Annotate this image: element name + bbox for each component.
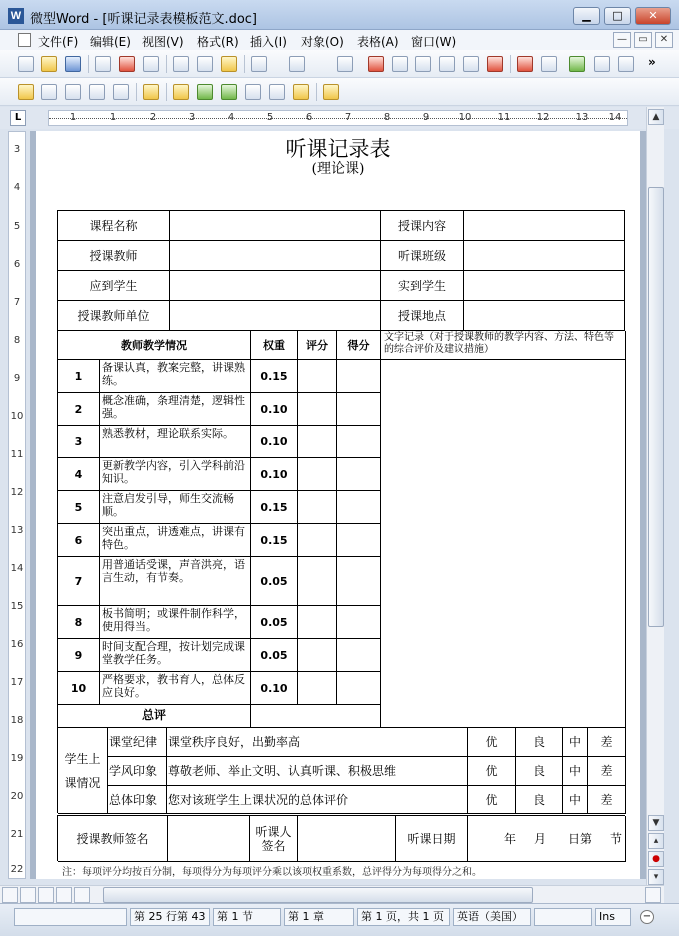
criterion-number: 4 — [58, 458, 100, 491]
close-button[interactable]: ✕ — [635, 7, 671, 25]
scroll-left-icon[interactable] — [74, 887, 90, 903]
student-item-label: 学风印象 — [108, 757, 167, 786]
student-item-label: 总体印象 — [108, 786, 167, 814]
ruler-number: 8 — [383, 112, 391, 123]
criterion-number: 3 — [58, 426, 100, 458]
pdf-icon[interactable] — [119, 56, 135, 72]
ruler-number: 10 — [10, 411, 24, 422]
criterion-score[interactable] — [337, 557, 381, 606]
grade-option[interactable]: 优 — [468, 786, 516, 814]
vertical-scroll-thumb[interactable] — [648, 187, 664, 627]
criterion-rating[interactable] — [298, 639, 337, 672]
criterion-score[interactable] — [337, 672, 381, 705]
total-value[interactable] — [251, 703, 381, 728]
menu-bar — [0, 30, 679, 50]
ruler-number: 11 — [10, 449, 24, 460]
criterion-number: 10 — [58, 672, 100, 705]
year-label: 年 — [504, 832, 517, 846]
criterion-rating[interactable] — [298, 557, 337, 606]
zoom-out-icon[interactable]: − — [640, 910, 654, 924]
ruler-number: 13 — [10, 525, 24, 536]
insert-icon[interactable] — [18, 84, 34, 100]
criterion-rating[interactable] — [298, 672, 337, 705]
document-icon[interactable] — [18, 33, 31, 47]
criterion-rating[interactable] — [298, 393, 337, 426]
ruler-number: 8 — [13, 335, 21, 346]
ruler-number: 2 — [149, 112, 157, 123]
criterion-rating[interactable] — [298, 360, 337, 393]
chart-icon[interactable] — [594, 56, 610, 72]
student-item-desc: 尊敬老师、举止文明、认真听课、积极思维 — [167, 757, 468, 786]
toolbar-separator — [510, 55, 511, 73]
criterion-rating[interactable] — [298, 524, 337, 557]
ruler-number: 3 — [13, 144, 21, 155]
doc-minimize-button[interactable]: — — [613, 32, 631, 48]
rating-header: 评分 — [298, 331, 337, 360]
ruler-number: 4 — [13, 182, 21, 193]
redo-icon[interactable] — [289, 56, 305, 72]
criterion-text: 更新教学内容，引入学科前沿知识。 — [100, 458, 251, 491]
toolbar-overflow-chevron-icon[interactable]: » — [648, 55, 656, 69]
course-label: 课程名称 — [58, 211, 170, 241]
class-value[interactable] — [464, 241, 625, 271]
ruler-number: 22 — [10, 864, 24, 875]
title-bar — [0, 0, 679, 30]
menu-view[interactable]: 视图(V) — [142, 35, 184, 49]
ruler-row — [0, 107, 679, 129]
document-subtitle: (理论课) — [311, 161, 365, 177]
observer-sign-value[interactable] — [298, 816, 396, 862]
criterion-number: 1 — [58, 360, 100, 393]
ruler-number: 6 — [13, 259, 21, 270]
criterion-text: 突出重点，讲透难点，讲课有特色。 — [100, 524, 251, 557]
date-label: 听课日期 — [396, 816, 468, 862]
font-color-icon[interactable] — [517, 56, 533, 72]
criterion-text: 熟悉教材，理论联系实际。 — [100, 426, 251, 458]
criterion-rating[interactable] — [298, 606, 337, 639]
new-doc-icon[interactable] — [18, 56, 34, 72]
print-view-icon[interactable] — [38, 887, 54, 903]
expected-students-value[interactable] — [170, 271, 381, 301]
horizontal-ruler[interactable] — [48, 110, 628, 126]
evaluation-table — [57, 330, 625, 727]
toolbar-separator — [244, 55, 245, 73]
ruler-number: 3 — [188, 112, 196, 123]
student-situation-table — [57, 727, 625, 813]
grade-option[interactable]: 优 — [468, 757, 516, 786]
reading-icon[interactable] — [439, 56, 455, 72]
place-value[interactable] — [464, 301, 625, 331]
outline-icon[interactable] — [415, 56, 431, 72]
criterion-number: 7 — [58, 557, 100, 606]
scroll-down-icon[interactable]: ▼ — [648, 815, 664, 831]
horizontal-scrollbar[interactable] — [0, 885, 664, 903]
criterion-text: 板书简明；或课件制作科学，使用得当。 — [100, 606, 251, 639]
browse-object-icon[interactable]: ● — [648, 851, 664, 867]
status-position: 第 25 行第 43 — [130, 908, 210, 926]
accept-all-icon[interactable] — [245, 84, 261, 100]
toolbar-separator — [136, 83, 137, 101]
status-blank — [534, 908, 592, 926]
next-page-icon[interactable]: ▾ — [648, 869, 664, 885]
reject-all-icon[interactable] — [269, 84, 285, 100]
status-bar — [0, 903, 679, 936]
criterion-score[interactable] — [337, 491, 381, 524]
ruler-number: 6 — [305, 112, 313, 123]
student-item-desc: 课堂秩序良好，出勤率高 — [167, 728, 468, 757]
teacher-value[interactable] — [170, 241, 381, 271]
maximize-button[interactable]: □ — [604, 7, 631, 25]
print-icon[interactable] — [95, 56, 111, 72]
open-folder-icon[interactable] — [41, 56, 57, 72]
footnote: 注：每项评分均按百分制，每项得分为每项评分乘以该项权重系数，总评得分为每项得分之和。 — [62, 867, 482, 878]
status-language: 英语（美国） — [453, 908, 531, 926]
ruler-number: 9 — [422, 112, 430, 123]
month-label: 月 — [534, 832, 547, 846]
criterion-weight: 0.15 — [251, 524, 298, 557]
day-label: 日第 — [568, 832, 593, 846]
signature-table — [57, 815, 625, 861]
menu-window[interactable]: 窗口(W) — [411, 35, 457, 49]
criterion-score[interactable] — [337, 606, 381, 639]
menu-edit[interactable]: 编辑(E) — [90, 35, 131, 49]
toolbar-separator — [166, 83, 167, 101]
ruler-number: 5 — [266, 112, 274, 123]
class-label: 听课班级 — [381, 241, 464, 271]
place-label: 授课地点 — [381, 301, 464, 331]
grade-option[interactable]: 中 — [563, 757, 588, 786]
window-icon[interactable] — [618, 56, 634, 72]
situation-header: 教师教学情况 — [58, 331, 251, 360]
content-value[interactable] — [464, 211, 625, 241]
student-label-line2: 课情况 — [64, 775, 101, 790]
review-toolbar — [0, 78, 679, 106]
criterion-score[interactable] — [337, 393, 381, 426]
criterion-score[interactable] — [337, 426, 381, 458]
criterion-rating[interactable] — [298, 426, 337, 458]
notes-icon[interactable] — [293, 84, 309, 100]
ruler-number: 16 — [10, 639, 24, 650]
ruler-number: 14 — [608, 112, 622, 123]
teacher-unit-value[interactable] — [170, 301, 381, 331]
grade-option[interactable]: 差 — [588, 728, 626, 757]
criterion-score[interactable] — [337, 360, 381, 393]
info-table — [57, 210, 625, 330]
page-layout-icon[interactable] — [368, 56, 384, 72]
grade-option[interactable]: 良 — [516, 786, 563, 814]
ruler-number: 10 — [458, 112, 472, 123]
save-icon[interactable] — [65, 56, 81, 72]
track-changes-icon[interactable] — [143, 84, 159, 100]
observer-sign-label: 听课人签名 — [250, 816, 298, 862]
date-value[interactable] — [468, 816, 626, 862]
ruler-number: 4 — [227, 112, 235, 123]
criterion-text: 备课认真，教案完整，讲课熟练。 — [100, 360, 251, 393]
ruler-number: 9 — [13, 373, 21, 384]
ruler-number: 12 — [536, 112, 550, 123]
criterion-weight: 0.05 — [251, 639, 298, 672]
standard-toolbar — [0, 50, 679, 78]
criterion-weight: 0.15 — [251, 491, 298, 524]
toolbar-separator — [166, 55, 167, 73]
criterion-weight: 0.15 — [251, 360, 298, 393]
actual-students-label: 实到学生 — [381, 271, 464, 301]
course-value[interactable] — [170, 211, 381, 241]
prev-icon[interactable] — [89, 84, 105, 100]
teacher-unit-label: 授课教师单位 — [58, 301, 170, 331]
student-label-line1: 学生上 — [64, 751, 101, 766]
doc-restore-button[interactable]: ▭ — [634, 32, 652, 48]
cut-icon[interactable] — [173, 56, 189, 72]
minimize-button[interactable]: ▁ — [573, 7, 600, 25]
menu-object[interactable]: 对象(O) — [301, 35, 344, 49]
criterion-score[interactable] — [337, 524, 381, 557]
web-view-icon[interactable] — [20, 887, 36, 903]
word-app-icon: W — [8, 8, 24, 24]
criterion-number: 8 — [58, 606, 100, 639]
criterion-weight: 0.10 — [251, 458, 298, 491]
review-pane-icon[interactable] — [323, 84, 339, 100]
weight-header: 权重 — [251, 331, 298, 360]
document-workspace[interactable] — [30, 131, 646, 879]
criterion-rating[interactable] — [298, 458, 337, 491]
menu-table[interactable]: 表格(A) — [357, 35, 399, 49]
grade-option[interactable]: 良 — [516, 757, 563, 786]
criterion-text: 注意启发引导，师生交流畅顺。 — [100, 491, 251, 524]
student-item-label: 课堂纪律 — [108, 728, 167, 757]
web-layout-icon[interactable] — [392, 56, 408, 72]
ruler-number: 11 — [497, 112, 511, 123]
criterion-weight: 0.10 — [251, 672, 298, 705]
document-title: 听课记录表 — [285, 137, 391, 161]
expected-students-label: 应到学生 — [58, 271, 170, 301]
criterion-rating[interactable] — [298, 491, 337, 524]
format-icon[interactable] — [541, 56, 557, 72]
ruler-number: 12 — [10, 487, 24, 498]
ruler-number: 18 — [10, 715, 24, 726]
ruler-number: 15 — [10, 601, 24, 612]
teacher-sign-label: 授课教师签名 — [58, 816, 168, 862]
vertical-scrollbar[interactable] — [646, 107, 664, 885]
tab-selector[interactable]: L — [10, 110, 26, 126]
criterion-score[interactable] — [337, 458, 381, 491]
total-label: 总评 — [58, 703, 251, 728]
criterion-number: 5 — [58, 491, 100, 524]
criterion-text: 严格要求，教书育人，总体反应良好。 — [100, 672, 251, 705]
doc-close-button[interactable]: ✕ — [655, 32, 673, 48]
window-title: 微型Word - [听课记录表模板范文.doc] — [30, 12, 257, 27]
edit-icon[interactable] — [41, 84, 57, 100]
copy-icon[interactable] — [197, 56, 213, 72]
criterion-text: 时间支配合理，按计划完成课堂教学任务。 — [100, 639, 251, 672]
reject-icon[interactable] — [221, 84, 237, 100]
zoom-special-icon[interactable] — [487, 56, 503, 72]
toolbar-separator — [88, 55, 89, 73]
ruler-number: 13 — [575, 112, 589, 123]
content-label: 授课内容 — [381, 211, 464, 241]
delete-icon[interactable] — [65, 84, 81, 100]
find-icon[interactable] — [337, 56, 353, 72]
grade-option[interactable]: 良 — [516, 728, 563, 757]
grade-option[interactable]: 差 — [588, 786, 626, 814]
document-page[interactable] — [36, 131, 640, 879]
ruler-number: 7 — [13, 297, 21, 308]
score-header: 得分 — [337, 331, 381, 360]
menu-insert[interactable]: 插入(I) — [250, 35, 287, 49]
ruler-number: 21 — [10, 829, 24, 840]
ruler-number: 14 — [10, 563, 24, 574]
ruler-number: 20 — [10, 791, 24, 802]
print-preview-icon[interactable] — [143, 56, 159, 72]
spellcheck-icon[interactable] — [569, 56, 585, 72]
paste-icon[interactable] — [221, 56, 237, 72]
grade-option[interactable]: 中 — [563, 786, 588, 814]
ruler-number: 7 — [344, 112, 352, 123]
outline-view-icon[interactable] — [56, 887, 72, 903]
normal-view-icon[interactable] — [2, 887, 18, 903]
ruler-number: 1 — [69, 112, 77, 123]
criterion-weight: 0.10 — [251, 393, 298, 426]
accept-icon[interactable] — [197, 84, 213, 100]
ruler-number: 17 — [10, 677, 24, 688]
status-chapter: 第 1 章 — [284, 908, 354, 926]
student-situation-label — [58, 728, 108, 814]
horizontal-scroll-thumb[interactable] — [103, 887, 533, 903]
teacher-sign-value[interactable] — [168, 816, 250, 862]
criterion-number: 2 — [58, 393, 100, 426]
next-icon[interactable] — [113, 84, 129, 100]
grade-option[interactable]: 中 — [563, 728, 588, 757]
highlight-icon[interactable] — [173, 84, 189, 100]
period-label: 节 — [610, 832, 623, 846]
undo-icon[interactable] — [251, 56, 267, 72]
menu-format[interactable]: 格式(R) — [197, 35, 239, 49]
grade-option[interactable]: 优 — [468, 728, 516, 757]
actual-students-value[interactable] — [464, 271, 625, 301]
zoom-icon[interactable] — [463, 56, 479, 72]
criterion-text: 用普通话受课，声音洪亮，语言生动，有节奏。 — [100, 557, 251, 606]
ruler-number: 19 — [10, 753, 24, 764]
vertical-ruler[interactable] — [8, 131, 26, 879]
criterion-score[interactable] — [337, 639, 381, 672]
ruler-number: 5 — [13, 221, 21, 232]
status-section: 第 1 节 — [213, 908, 281, 926]
status-mode: Ins — [595, 908, 631, 926]
criterion-number: 9 — [58, 639, 100, 672]
grade-option[interactable]: 差 — [588, 757, 626, 786]
criterion-weight: 0.05 — [251, 606, 298, 639]
scroll-right-icon[interactable] — [645, 887, 661, 903]
ruler-number: 1 — [109, 112, 117, 123]
criterion-text: 概念准确，条理清楚，逻辑性强。 — [100, 393, 251, 426]
scroll-up-icon[interactable]: ▲ — [648, 109, 664, 125]
criterion-number: 6 — [58, 524, 100, 557]
criterion-weight: 0.10 — [251, 426, 298, 458]
status-page: 第 1 页，共 1 页 — [357, 908, 450, 926]
teacher-label: 授课教师 — [58, 241, 170, 271]
notes-area[interactable] — [381, 360, 626, 728]
status-blank — [14, 908, 127, 926]
toolbar-separator — [316, 83, 317, 101]
menu-file[interactable]: 文件(F) — [38, 35, 79, 49]
prev-page-icon[interactable]: ▴ — [648, 833, 664, 849]
criterion-weight: 0.05 — [251, 557, 298, 606]
notes-header: 文字记录（对于授课教师的教学内容、方法、特色等的综合评价及建议措施） — [381, 331, 626, 360]
student-item-desc: 您对该班学生上课状况的总体评价 — [167, 786, 468, 814]
